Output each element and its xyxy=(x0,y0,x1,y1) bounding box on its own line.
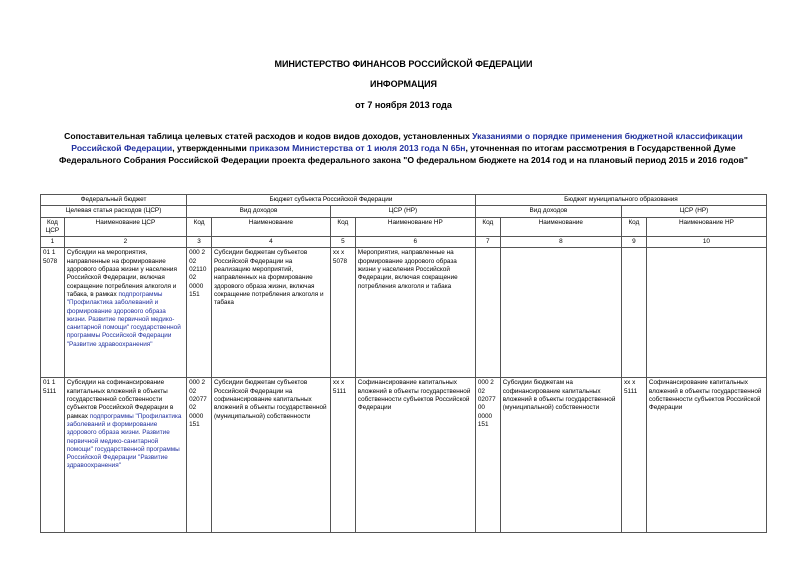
column-number-row xyxy=(41,237,767,248)
subprogram-link[interactable]: подпрограммы "Профилактика заболеваний и формирование здорового образа жизни. Развитие первичной медико-санитарной помощи" государственной программы Российской Федерации "Развитие здравоохранения" xyxy=(66,290,181,348)
header-csr: Целевая статья расходов (ЦСР) xyxy=(41,206,187,217)
cell-income-name: Субсидии бюджетам субъектов Российской Федерации на софинансирование капитальных вложений в объекты государственной (муниципальной) собственности xyxy=(211,378,330,533)
intro-text-1: Сопоставительная таблица целевых статей расходов и кодов видов доходов, установленных xyxy=(64,131,473,141)
comparison-table xyxy=(40,194,767,533)
cell-csr-nr-name: Софинансирование капитальных вложений в объекты государственной собственности субъектов Российской Федерации xyxy=(355,378,475,533)
cell-csr-nr-code: хх х 5078 xyxy=(330,248,355,378)
header-municipal-budget: Бюджет муниципального образования xyxy=(475,195,766,206)
col-code-municipal: Код xyxy=(475,217,500,237)
col-number: 8 xyxy=(500,237,621,248)
cell-income-code: 000 2 02 02077 02 0000 151 xyxy=(187,378,212,533)
document-date: от 7 ноября 2013 года xyxy=(355,100,452,110)
col-code-nr-municipal: Код xyxy=(621,217,646,237)
document-type: ИНФОРМАЦИЯ xyxy=(369,79,438,89)
column-header-row xyxy=(41,217,767,237)
intro-paragraph xyxy=(40,130,767,166)
header-income-types-municipal: Вид доходов xyxy=(475,206,621,217)
col-number: 5 xyxy=(330,237,355,248)
col-number: 6 xyxy=(355,237,475,248)
cell-empty xyxy=(475,248,500,378)
cell-empty xyxy=(621,248,646,378)
cell-text: Субсидии на софинансирование капитальных вложений в объекты государственной собственности субъектов Российской Федерации в рамках xyxy=(66,379,174,420)
col-number: 7 xyxy=(475,237,500,248)
cell-code-csr: 01 1 5078 xyxy=(41,248,65,378)
group-header-row xyxy=(41,195,767,206)
table-row xyxy=(41,248,767,378)
col-number: 2 xyxy=(64,237,186,248)
col-name-nr: Наименование НР xyxy=(355,217,475,237)
col-name: Наименование xyxy=(211,217,330,237)
order-65n-link[interactable]: приказом Министерства от 1 июля 2013 года N 65н xyxy=(249,143,466,153)
cell-income-name: Субсидии бюджетам субъектов Российской Федерации на реализацию мероприятий, направленных на формирование здорового образа жизни, включая сокращение потребления алкоголя и табака xyxy=(211,248,330,378)
header-csr-nr-municipal: ЦСР (НР) xyxy=(621,206,766,217)
col-name-nr-municipal: Наименование НР xyxy=(646,217,766,237)
cell-income-code-municipal: 000 2 02 02077 00 0000 151 xyxy=(475,378,500,533)
cell-csr-nr-code: хх х 5111 xyxy=(330,378,355,533)
header-subject-budget: Бюджет субъекта Российской Федерации xyxy=(187,195,476,206)
intro-text-3: , уточненная по итогам рассмотрения в Государственной Думе Федерального Собрания Российской Федерации проекта федерального закона "О федеральном бюджете на 2014 год и на плановый период 2015 и 2016 годов" xyxy=(59,143,748,165)
col-number: 10 xyxy=(646,237,766,248)
col-number: 4 xyxy=(211,237,330,248)
col-number: 1 xyxy=(41,237,65,248)
cell-name-csr xyxy=(64,378,186,533)
col-code: Код xyxy=(187,217,212,237)
col-name-municipal: Наименование xyxy=(500,217,621,237)
cell-empty xyxy=(646,248,766,378)
sub-header-row xyxy=(41,206,767,217)
header-federal-budget: Федеральный бюджет xyxy=(41,195,187,206)
cell-code-csr: 01 1 5111 xyxy=(41,378,65,533)
cell-income-name-municipal: Субсидии бюджетам на софинансирование капитальных вложений в объекты государственной (муниципальной) собственности xyxy=(500,378,621,533)
cell-text: Субсидии на мероприятия, направленные на формирование здорового образа жизни у населения Российской Федерации, включая сокращение потребления алкоголя и табака, в рамках xyxy=(66,249,177,298)
cell-income-code: 000 2 02 02110 02 0000 151 xyxy=(187,248,212,378)
header-csr-nr-subject: ЦСР (НР) xyxy=(330,206,475,217)
col-number: 3 xyxy=(187,237,212,248)
ministry-title: МИНИСТЕРСТВО ФИНАНСОВ РОССИЙСКОЙ ФЕДЕРАЦИИ xyxy=(274,59,533,69)
table-row xyxy=(41,378,767,533)
cell-csr-nr-name-municipal: Софинансирование капитальных вложений в объекты государственной собственности субъектов Российской Федерации xyxy=(646,378,766,533)
col-code-csr: Код ЦСР xyxy=(41,217,65,237)
subprogram-link[interactable]: подпрограммы "Профилактика заболеваний и формирование здорового образа жизни. Развитие первичной медико-санитарной помощи" государственной программы Российской Федерации "Развитие здравоохранения" xyxy=(66,412,182,470)
budget-classification-link[interactable]: Указаниями о порядке применения бюджетной классификации Российской Федерации xyxy=(71,131,743,153)
col-number: 9 xyxy=(621,237,646,248)
cell-csr-nr-name: Мероприятия, направленные на формирование здорового образа жизни у населения Российской Федерации, включая сокращение потребления алкоголя и табака xyxy=(355,248,475,378)
col-name-csr: Наименование ЦСР xyxy=(64,217,186,237)
cell-csr-nr-code-municipal: хх х 5111 xyxy=(621,378,646,533)
intro-text-2: , утвержденными xyxy=(172,143,250,153)
cell-name-csr xyxy=(64,248,186,378)
cell-empty xyxy=(500,248,621,378)
col-code-csr-nr: Код xyxy=(330,217,355,237)
header-income-types-subject: Вид доходов xyxy=(187,206,331,217)
